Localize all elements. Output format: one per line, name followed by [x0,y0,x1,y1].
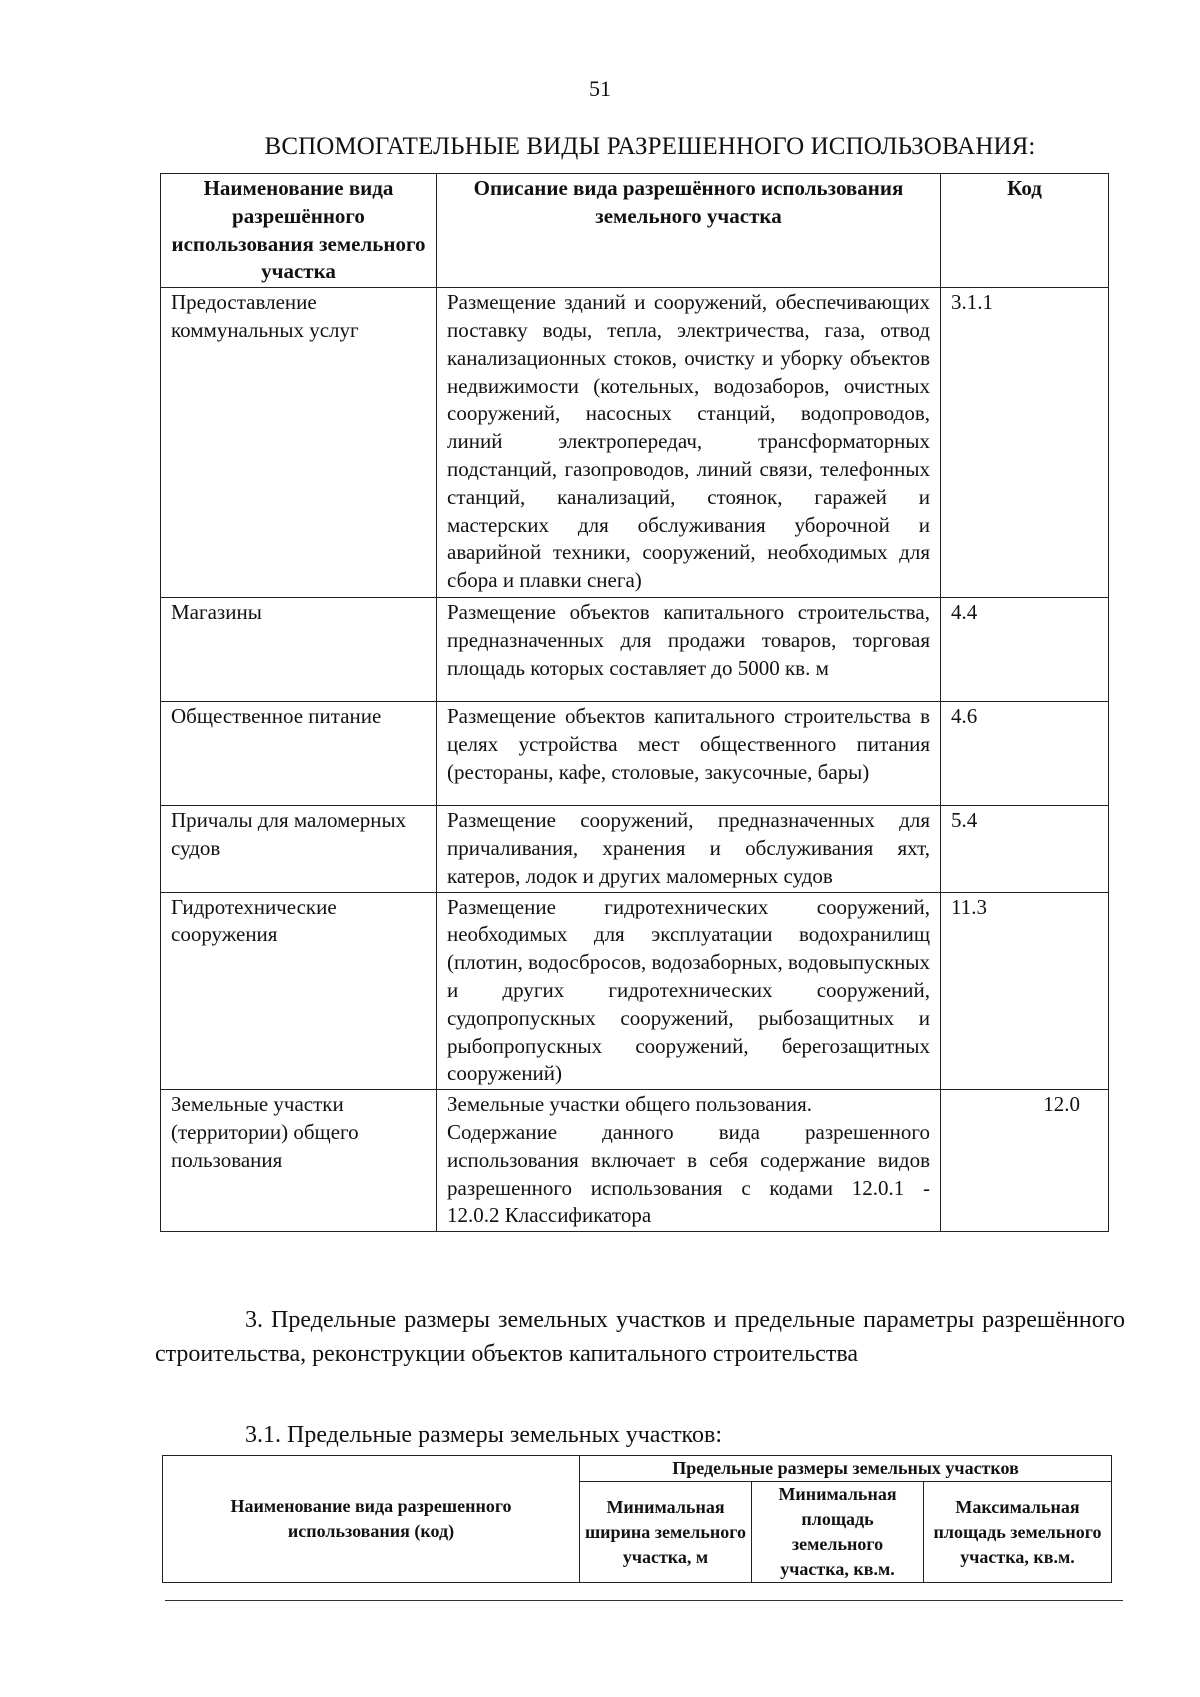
header-max-area: Максимальная площадь земельного участка, кв.м. [924,1482,1112,1583]
page-number: 51 [589,76,611,101]
header-min-area: Минимальная площадь земельного участка, кв.м. [752,1482,924,1583]
table-row [161,806,1109,892]
table-row [161,598,1109,702]
section-title: ВСПОМОГАТЕЛЬНЫЕ ВИДЫ РАЗРЕШЕННОГО ИСПОЛЬЗОВАНИЯ: [264,133,1036,160]
use-code: 4.4 [941,598,1109,702]
use-description: Размещение объектов капитального строительства, предназначенных для продажи товаров, торговая площадь которых составляет до 5000 кв. м [437,598,941,702]
use-name: Земельные участки (территории) общего пользования [161,1090,437,1232]
header-name: Наименование вида разрешённого использования земельного участка [161,174,437,288]
use-name: Причалы для маломерных судов [161,806,437,892]
use-description: Размещение гидротехнических сооружений, необходимых для эксплуатации водохранилищ (плотин, водосбросов, водозаборных, водовыпускных и других гидротехнических сооружений, судопропускных сооружений, рыбозащитных и рыбопропускных сооружений, берегозащитных сооружений) [437,892,941,1090]
use-code: 11.3 [941,892,1109,1090]
table-row [161,1090,1109,1232]
table-row [161,702,1109,806]
table-header-row [163,1456,1112,1482]
header-group: Предельные размеры земельных участков [580,1456,1112,1482]
use-name: Общественное питание [161,702,437,806]
header-min-width: Минимальная ширина земельного участка, м [580,1482,752,1583]
use-description: Размещение сооружений, предназначенных для причаливания, хранения и обслуживания яхт, катеров, лодок и других маломерных судов [437,806,941,892]
use-description [437,1090,941,1232]
header-name: Наименование вида разрешенного использования (код) [163,1456,580,1583]
header-code: Код [941,174,1109,288]
use-code: 3.1.1 [941,288,1109,598]
use-code: 5.4 [941,806,1109,892]
bottom-divider [165,1600,1123,1601]
use-description: Размещение объектов капитального строительства в целях устройства мест общественного питания (рестораны, кафе, столовые, закусочные, бары) [437,702,941,806]
use-name: Магазины [161,598,437,702]
table-row [161,892,1109,1090]
header-description: Описание вида разрешённого использования земельного участка [437,174,941,288]
use-name: Предоставление коммунальных услуг [161,288,437,598]
use-description: Размещение зданий и сооружений, обеспечивающих поставку воды, тепла, электричества, газа, отвод канализационных стоков, очистку и уборку объектов недвижимости (котельных, водозаборов, очистных сооружений, насосных станций, водопроводов, линий электропередач, трансформаторных подстанций, газопроводов, линий связи, телефонных станций, канализаций, стоянок, гаражей и мастерских для обслуживания уборочной и аварийной техники, сооружений, необходимых для сбора и плавки снега) [437,288,941,598]
land-plot-size-table [162,1455,1112,1583]
use-name: Гидротехнические сооружения [161,892,437,1090]
description-line: 12.0.2 Классификатора [447,1203,652,1228]
paragraph-3: 3. Предельные размеры земельных участков и предельные параметры разрешённого строительства, реконструкции объектов капитального строительства [155,1307,1125,1367]
description-line: Содержание данного вида разрешенного использования включает в себя содержание видов разрешенного использования с кодами 12.0.1 - [447,1119,930,1200]
table-header-row [161,174,1109,288]
permitted-use-table [160,173,1109,1232]
use-code: 4.6 [941,702,1109,806]
table-row [161,288,1109,598]
use-code: 12.0 [941,1090,1109,1232]
paragraph-3-1: 3.1. Предельные размеры земельных участков: [245,1422,722,1448]
description-line: Земельные участки общего пользования. [447,1092,813,1117]
